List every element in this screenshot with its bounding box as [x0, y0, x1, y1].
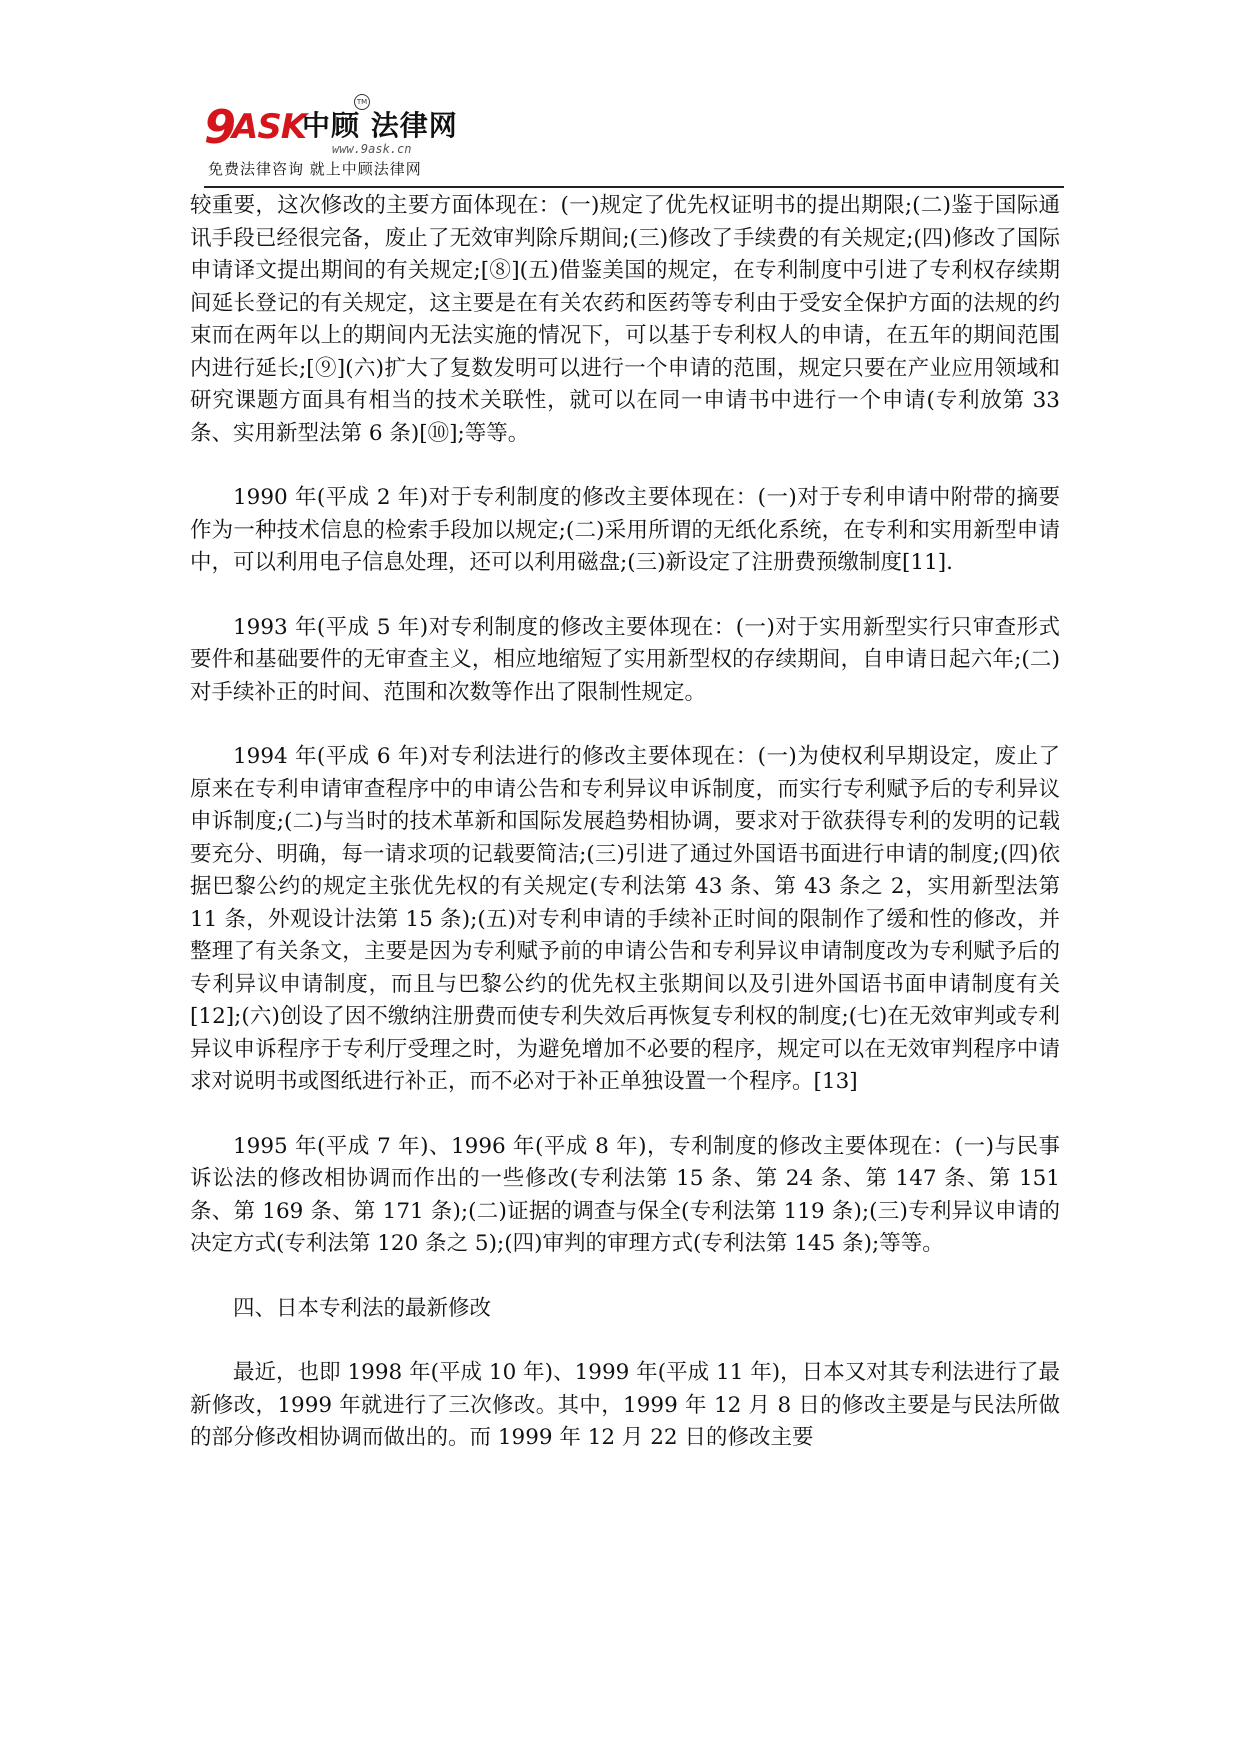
- paragraph-1993: 1993 年(平成 5 年)对专利制度的修改主要体现在：(一)对于实用新型实行只审查形式要件和基础要件的无审查主义，相应地缩短了实用新型权的存续期间，自申请日起六年;(二)对手续补正的时间、范围和次数等作出了限制性规定。: [190, 614, 1060, 705]
- header-divider: [204, 186, 1064, 188]
- logo-mark: 9: [204, 100, 235, 154]
- section-heading: 四、日本专利法的最新修改: [233, 1295, 492, 1321]
- paragraph-1990: 1990 年(平成 2 年)对于专利制度的修改主要体现在：(一)对于专利申请中附带的摘要作为一种技术信息的检索手段加以规定;(二)采用所谓的无纸化系统，在专利和实用新型申请中，可以利用电子信息处理，还可以利用磁盘;(三)新设定了注册费预缴制度[11].: [190, 485, 1060, 575]
- logo-url: www.9ask.cn: [332, 142, 412, 156]
- logo-ask-text: ASK: [232, 107, 307, 147]
- logo-brand-text: 中顾 法律网: [302, 109, 458, 142]
- paragraph-1994: 1994 年(平成 6 年)对专利法进行的修改主要体现在：(一)为使权利早期设定，废止了原来在专利申请审查程序中的申请公告和专利异议申诉制度，而实行专利赋予后的专利异议申诉制度;(二)与当时的技术革新和国际发展趋势相协调，要求对于欲获得专利的发明的记载要充分、明确，每一请求项的记载要简洁;(三)引进了通过外国语书面进行申请的制度;(四)依据巴黎公约的规定主张优先权的有关规定(专利法第 43 条、第 43 条之 2，实用新型法第 11 条，外观设计法第 15 条);(五)对专利申请的手续补正时间的限制作了缓和性的修改，并整理了有关条文，主要是因为专利赋予前的申请公告和专利异议申请制度改为专利赋予后的专利异议申请制度，而且与巴黎公约的优先权主张期间以及引进外国语书面申请制度有关[12];(六)创设了因不缴纳注册费而使专利失效后再恢复专利权的制度;(七)在无效审判或专利异议申诉程序于专利厅受理之时，为避免增加不必要的程序，规定可以在无效审判程序中请求对说明书或图纸进行补正，而不必对于补正单独设置一个程序。[13]: [190, 744, 1060, 1094]
- document-body: [190, 190, 1060, 1487]
- paragraph-continued: 较重要，这次修改的主要方面体现在：(一)规定了优先权证明书的提出期限;(二)鉴于国际通讯手段已经很完备，废止了无效审判除斥期间;(三)修改了手续费的有关规定;(四)修改了国际申请译文提出期间的有关规定;[⑧](五)借鉴美国的规定，在专利制度中引进了专利权存续期间延长登记的有关规定，这主要是在有关农药和医药等专利由于受安全保护方面的法规的约束而在两年以上的期间内无法实施的情况下，可以基于专利权人的申请，在五年的期间范围内进行延长;[⑨](六)扩大了复数发明可以进行一个申请的范围，规定只要在产业应用领域和研究课题方面具有相当的技术关联性，就可以在同一申请书中进行一个申请(专利放第 33 条、实用新型法第 6 条)[⑩];等等。: [190, 193, 1060, 446]
- trademark-icon: TM: [354, 94, 370, 110]
- paragraph-latest: 最近，也即 1998 年(平成 10 年)、1999 年(平成 11 年)，日本又对其专利法进行了最新修改，1999 年就进行了三次修改。其中，1999 年 12 月 8 日的修改主要是与民法所做的部分修改相协调而做出的。而 1999 年 12 月 22 日的修改主要: [190, 1360, 1060, 1450]
- paragraph-1995-1996: 1995 年(平成 7 年)、1996 年(平成 8 年)，专利制度的修改主要体现在：(一)与民事诉讼法的修改相协调而作出的一些修改(专利法第 15 条、第 24 条、第 147 条、第 151 条、第 169 条、第 171 条);(二)证据的调查与保全(专利法第 119 条);(三)专利异议申请的决定方式(专利法第 120 条之 5);(四)审判的审理方式(专利法第 145 条);等等。: [190, 1133, 1060, 1256]
- page-header: [204, 88, 1064, 190]
- header-slogan: 免费法律咨询 就上中顾法律网: [208, 160, 422, 178]
